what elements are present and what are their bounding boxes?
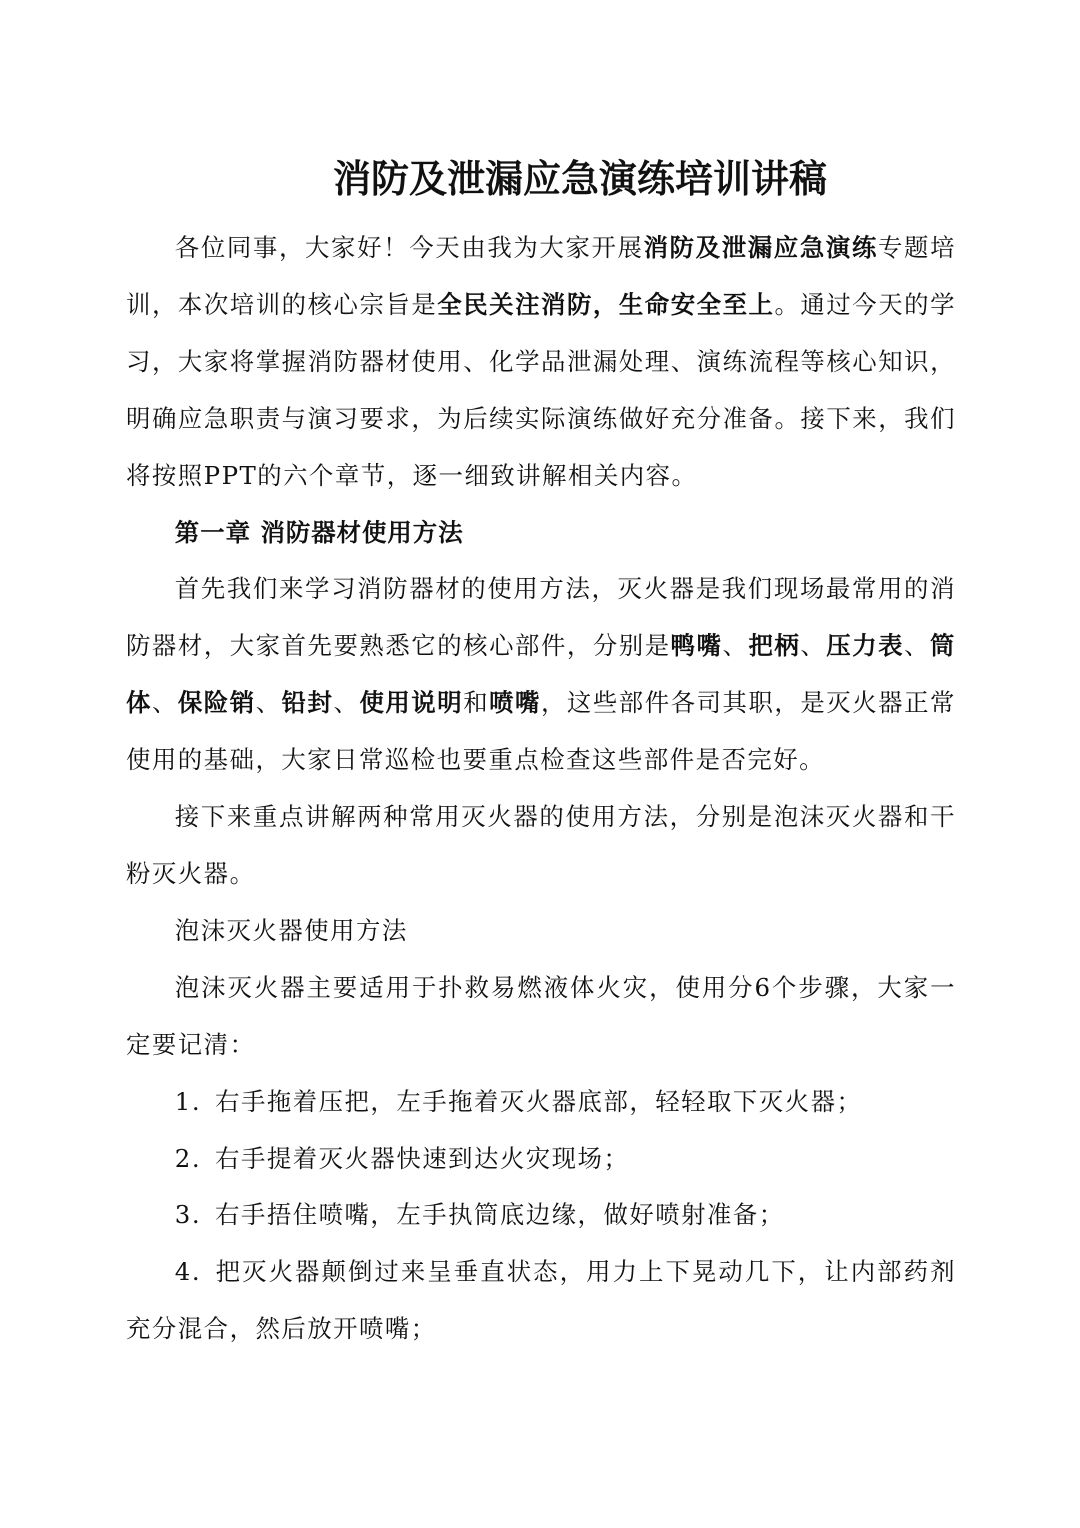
step-number: 3. <box>174 1200 202 1230</box>
chapter-1-paragraph-2: 接下来重点讲解两种常用灭火器的使用方法，分别是泡沫灭火器和干粉灭火器。 <box>126 802 956 888</box>
foam-extinguisher-intro: 泡沫灭火器主要适用于扑救易燃液体火灾，使用分6个步骤，大家一定要记清： <box>126 972 956 1059</box>
separator: 、 <box>722 631 749 661</box>
chapter-1-heading: 第一章 消防器材使用方法 <box>174 517 464 547</box>
step-item <box>126 1131 956 1188</box>
step-text: 右手提着灭火器快速到达火灾现场； <box>215 1143 630 1173</box>
page-title: 消防及泄漏应急演练培训讲稿 <box>332 157 827 201</box>
step-number: 2. <box>174 1143 202 1173</box>
step-number: 4. <box>174 1257 202 1287</box>
step-number: 1. <box>174 1086 202 1116</box>
bold-part-name: 鸭嘴 <box>670 631 723 661</box>
bold-part-name: 铅封 <box>281 688 334 718</box>
intro-bold-motto: 全民关注消防，生命安全至上 <box>437 289 775 319</box>
step-text: 把灭火器颠倒过来呈垂直状态，用力上下晃动几下，让内部药剂充分混合，然后放开喷嘴； <box>126 1257 956 1344</box>
step-item <box>126 1244 956 1358</box>
bold-part-name: 压力表 <box>826 631 905 661</box>
separator: 、 <box>151 688 178 718</box>
bold-part-name: 喷嘴 <box>489 688 541 718</box>
text-segment: ，这些部件各司其职，是灭火器正常使用的基础，大家日常巡检也要重点检查这些部件是否完好。 <box>126 688 956 775</box>
separator: 、 <box>333 688 360 718</box>
document-body <box>126 220 956 1358</box>
intro-text-2: 专题培训，本次培训的核心宗旨是 <box>126 233 956 319</box>
step-text: 右手拖着压把，左手拖着灭火器底部，轻轻取下灭火器； <box>215 1086 863 1116</box>
separator: 、 <box>255 688 282 718</box>
intro-paragraph <box>126 220 956 505</box>
step-item <box>126 1074 956 1131</box>
bold-part-name: 筒体 <box>126 631 956 718</box>
bold-part-name: 保险销 <box>177 688 256 718</box>
separator: 、 <box>800 631 827 661</box>
separator: 和 <box>463 688 490 718</box>
intro-text-3: 。通过今天的学习，大家将掌握消防器材使用、化学品泄漏处理、演练流程等核心知识，明确应急职责与演习要求，为后续实际演练做好充分准备。接下来，我们将按照PPT的六个章节，逐一细致讲解相关内容。 <box>126 289 956 490</box>
separator: 、 <box>904 631 931 661</box>
bold-part-name: 把柄 <box>748 631 801 661</box>
chapter-1-paragraph-1 <box>126 561 956 789</box>
intro-bold-topic: 消防及泄漏应急演练 <box>643 233 878 262</box>
foam-extinguisher-heading: 泡沫灭火器使用方法 <box>174 915 408 945</box>
text-segment: 首先我们来学习消防器材的使用方法，灭火器是我们现场最常用的消防器材，大家首先要熟悉它的核心部件，分别是 <box>126 574 956 661</box>
intro-text-1: 各位同事，大家好！今天由我为大家开展 <box>174 233 644 262</box>
bold-part-name: 使用说明 <box>359 688 464 718</box>
step-item <box>126 1187 956 1244</box>
step-text: 右手捂住喷嘴，左手执筒底边缘，做好喷射准备； <box>215 1200 785 1230</box>
